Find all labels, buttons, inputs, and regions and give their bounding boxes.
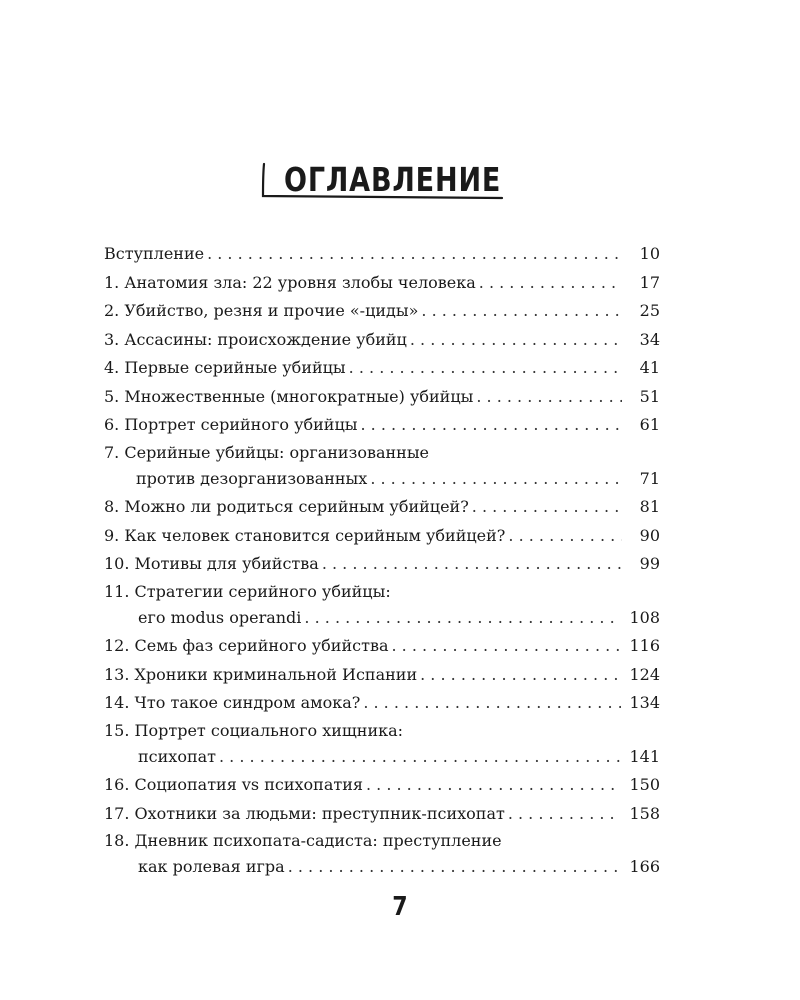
- toc-entry[interactable]: [104, 326, 660, 355]
- toc-entry[interactable]: [104, 522, 660, 551]
- leader-dots: [476, 383, 622, 412]
- toc-entry[interactable]: [104, 383, 660, 412]
- leader-dots: [421, 297, 622, 326]
- leader-dots: [360, 411, 622, 440]
- toc-entry-page: 99: [639, 554, 660, 573]
- toc-entry-page: 34: [639, 329, 660, 349]
- leader-dots: [349, 354, 622, 383]
- toc-entry-title: 3. Ассасины: происхождение убийц: [104, 329, 407, 349]
- toc-entry-page: 158: [629, 803, 660, 823]
- toc-entry-title: 9. Как человек становится серийным убийцей?: [104, 525, 506, 545]
- toc-entry-title: 13. Хроники криминальной Испании: [104, 664, 418, 684]
- toc-entry[interactable]: [104, 411, 660, 440]
- toc-entry-title: 17. Охотники за людьми: преступник-психопат: [104, 803, 505, 823]
- toc-entry-title: 18. Дневник психопата-садиста: преступление: [104, 831, 502, 850]
- toc-entry[interactable]: [104, 800, 660, 829]
- leader-dots: [366, 771, 621, 800]
- leader-dots: [363, 689, 621, 718]
- toc-entry-title: 15. Портрет социального хищника:: [104, 720, 404, 740]
- toc-entry-title: 2. Убийство, резня и прочие «-циды»: [104, 301, 419, 320]
- toc-entry-page: 71: [639, 468, 660, 488]
- toc-entry-title: 12. Семь фаз серийного убийства: [104, 636, 389, 655]
- leader-dots: [410, 326, 622, 355]
- toc-entry[interactable]: [104, 493, 660, 522]
- toc-entry-title: 10. Мотивы для убийства: [104, 554, 319, 573]
- toc-entry[interactable]: [104, 240, 660, 269]
- leader-dots: [219, 743, 621, 772]
- toc-entry-page: 124: [629, 664, 660, 684]
- toc-entry-title: 7. Серийные убийцы: организованные: [104, 442, 430, 462]
- toc-entry-title: 16. Социопатия vs психопатия: [104, 775, 363, 794]
- toc-entry[interactable]: [104, 269, 660, 298]
- toc-entry-page: 90: [639, 525, 660, 545]
- leader-dots: [479, 269, 622, 298]
- leader-dots: [288, 853, 622, 882]
- toc-entry[interactable]: [104, 354, 660, 383]
- toc-entry[interactable]: [104, 550, 660, 579]
- toc-entry-title-continued: его modus operandi: [138, 607, 302, 627]
- leader-dots: [508, 522, 622, 551]
- toc-entry-page: 141: [629, 746, 660, 766]
- toc-entry-page: 41: [639, 358, 660, 377]
- toc-entry-title: 1. Анатомия зла: 22 уровня злобы человека: [104, 272, 476, 292]
- leader-dots: [207, 240, 622, 269]
- leader-dots: [392, 632, 622, 661]
- leader-dots: [472, 493, 622, 522]
- toc-entry-page: 150: [629, 775, 660, 794]
- toc-entry[interactable]: [104, 689, 660, 718]
- toc-entry[interactable]: [104, 297, 660, 326]
- toc-entry-page: 51: [639, 386, 660, 406]
- toc-entry-title: 8. Можно ли родиться серийным убийцей?: [104, 497, 469, 516]
- toc-entry-page: 61: [639, 415, 660, 434]
- toc-entry-title-continued: против дезорганизованных: [136, 468, 368, 488]
- toc-entry-title: 4. Первые серийные убийцы: [104, 358, 346, 377]
- toc-entry-page: 10: [639, 244, 660, 263]
- leader-dots: [370, 465, 622, 494]
- toc-entry[interactable]: [104, 828, 660, 882]
- toc-entry-page: 17: [639, 272, 660, 292]
- leader-dots: [304, 604, 621, 633]
- toc-entry[interactable]: [104, 440, 660, 494]
- toc-heading: [258, 150, 508, 210]
- leader-dots: [508, 800, 622, 829]
- toc-entry-title: 11. Стратегии серийного убийцы:: [104, 581, 391, 601]
- page-title: ОГЛАВЛЕНИЕ: [284, 160, 502, 199]
- toc-entry-title: 14. Что такое синдром амока?: [104, 693, 361, 712]
- toc-entry-page: 25: [639, 301, 660, 320]
- toc-entry-page: 108: [629, 607, 660, 627]
- toc-entry[interactable]: [104, 718, 660, 772]
- toc-entry-title: 5. Множественные (многократные) убийцы: [104, 386, 474, 406]
- toc-entry-title-continued: психопат: [138, 746, 216, 766]
- table-of-contents: [104, 240, 660, 882]
- toc-entry-page: 134: [629, 693, 660, 712]
- toc-entry-title: 6. Портрет серийного убийцы: [104, 415, 358, 434]
- leader-dots: [420, 661, 621, 690]
- toc-entry-page: 116: [629, 636, 660, 655]
- leader-dots: [322, 550, 622, 579]
- page-number: 7: [392, 892, 408, 922]
- toc-entry-page: 166: [629, 857, 660, 876]
- toc-entry[interactable]: [104, 771, 660, 800]
- toc-entry[interactable]: [104, 661, 660, 690]
- toc-entry[interactable]: [104, 579, 660, 633]
- toc-entry[interactable]: [104, 632, 660, 661]
- toc-entry-title: Вступление: [104, 244, 205, 263]
- toc-entry-page: 81: [639, 497, 660, 516]
- toc-entry-title-continued: как ролевая игра: [138, 857, 285, 876]
